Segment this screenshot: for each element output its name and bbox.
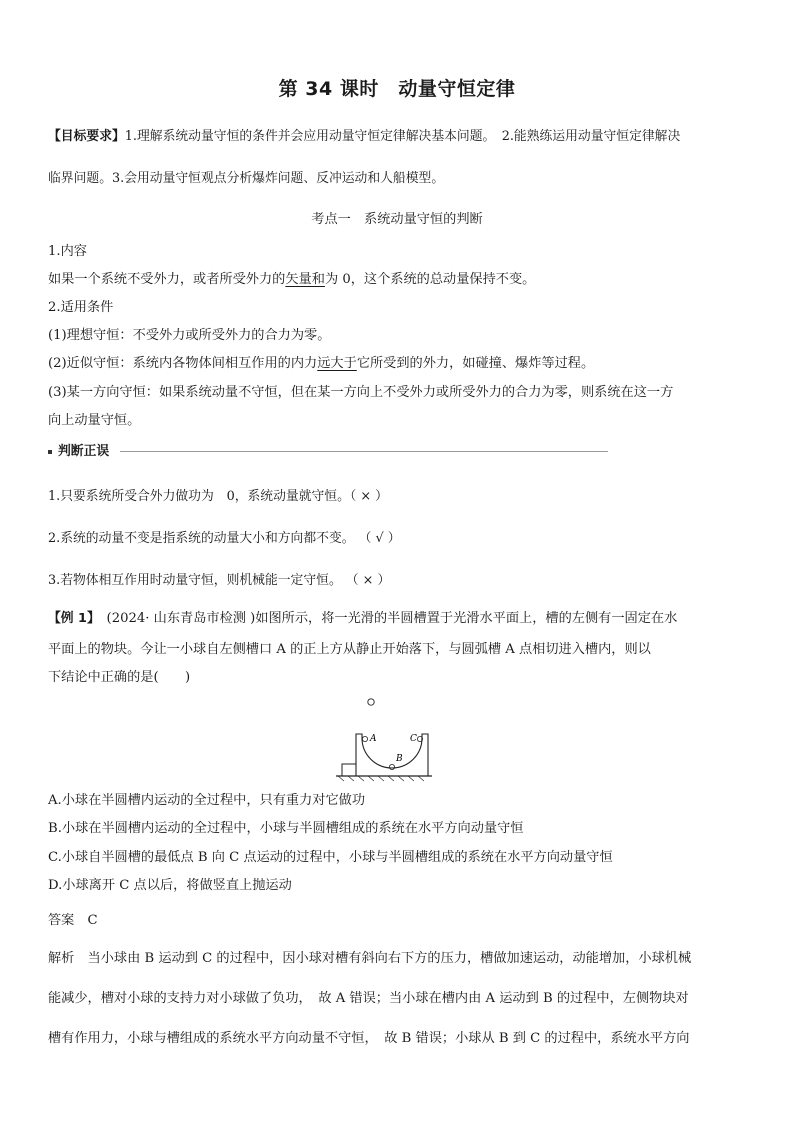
analysis-line-2: 能减少，槽对小球的支持力对小球做了负功， 故 A 错误；当小球在槽内由 A 运动到 B 的过程中，左侧物块对 [48,991,689,1006]
conditions-heading: 2.适用条件 [48,300,114,315]
answer: 答案 C [48,913,98,928]
figure-label-c: C [410,734,417,744]
example-line-3: 下结论中正确的是( ) [48,670,191,685]
ball-at-a-icon [362,736,367,741]
condition-3-line-2: 向上动量守恒。 [48,413,141,428]
option-c: C.小球自半圆槽的最低点 B 向 C 点运动的过程中，小球与半圆槽组成的系统在水平方向动量守恒 [48,850,613,865]
objectives-text-1: 1.理解系统动量守恒的条件并会应用动量守恒定律解决基本问题。 2.能熟练运用动量守恒定律解决 [124,129,681,144]
judge-header [48,443,109,461]
cond2-post: 它所受到的外力，如碰撞、爆炸等过程。 [356,356,595,371]
option-d: D.小球离开 C 点以后，将做竖直上抛运动 [48,878,292,893]
condition-3-line-1: (3)某一方向守恒：如果系统动量不守恒，但在某一方向上不受外力或所受外力的合力为零，则系统在这一方 [48,385,674,400]
fixed-block [342,764,356,776]
content-heading: 1.内容 [48,244,87,259]
figure-label-a: A [370,734,377,744]
falling-ball-icon [368,699,374,705]
judge-label: 判断正误 [58,444,110,459]
cond2-underline: 远大于 [317,356,357,371]
judge-item-1: 1.只要系统所受合外力做功为 0，系统动量就守恒。（ × ） [48,489,388,504]
option-a: A.小球在半圆槽内运动的全过程中，只有重力对它做功 [48,793,366,808]
example-text-1: (2024· 山东青岛市检测 )如图所示，将一光滑的半圆槽置于光滑水平面上，槽的左侧有一固定在水 [93,611,678,626]
judge-divider [120,451,608,452]
section-heading: 考点一 系统动量守恒的判断 [311,212,483,227]
ball-at-b-icon [389,764,394,769]
content-post: 为 0，这个系统的总动量保持不变。 [324,272,536,287]
page-title: 第 34 课时 动量守恒定律 [278,78,516,100]
content-pre: 如果一个系统不受外力，或者所受外力的 [48,272,286,287]
half-pipe-figure [330,694,440,784]
judge-item-3: 3.若物体相互作用时动量守恒，则机械能一定守恒。 （ × ） [48,573,391,588]
judge-item-2: 2.系统的动量不变是指系统的动量大小和方向都不变。 （ √ ） [48,531,401,546]
content-underline: 矢量和 [285,272,325,287]
analysis-line-3: 槽有作用力，小球与槽组成的系统水平方向动量不守恒， 故 B 错误；小球从 B 到 C 的过程中，系统水平方向 [48,1031,690,1046]
square-bullet-icon [48,450,52,454]
objectives-line-2: 临界问题。3.会用动量守恒观点分析爆炸问题、反冲运动和人船模型。 [48,171,445,186]
objectives-line-1 [48,128,680,146]
example-line-2: 平面上的物块。今让一小球自左侧槽口 A 的正上方从静止开始落下，与圆弧槽 A 点相切进入槽内，则以 [48,642,651,657]
example-label: 【例 1】 [48,611,94,626]
condition-1: (1)理想守恒：不受外力或所受外力的合力为零。 [48,328,331,343]
condition-2 [48,355,594,373]
objectives-label: 【目标要求】 [48,129,125,144]
example-line-1 [48,610,677,628]
cond2-pre: (2)近似守恒：系统内各物体间相互作用的内力 [48,356,318,371]
analysis-line-1: 解析 当小球由 B 运动到 C 的过程中，因小球对槽有斜向右下方的压力，槽做加速运动，动能增加，小球机械 [48,951,692,966]
content-paragraph [48,271,535,289]
figure-label-b: B [396,754,403,764]
option-b: B.小球在半圆槽内运动的全过程中，小球与半圆槽组成的系统在水平方向动量守恒 [48,821,524,836]
